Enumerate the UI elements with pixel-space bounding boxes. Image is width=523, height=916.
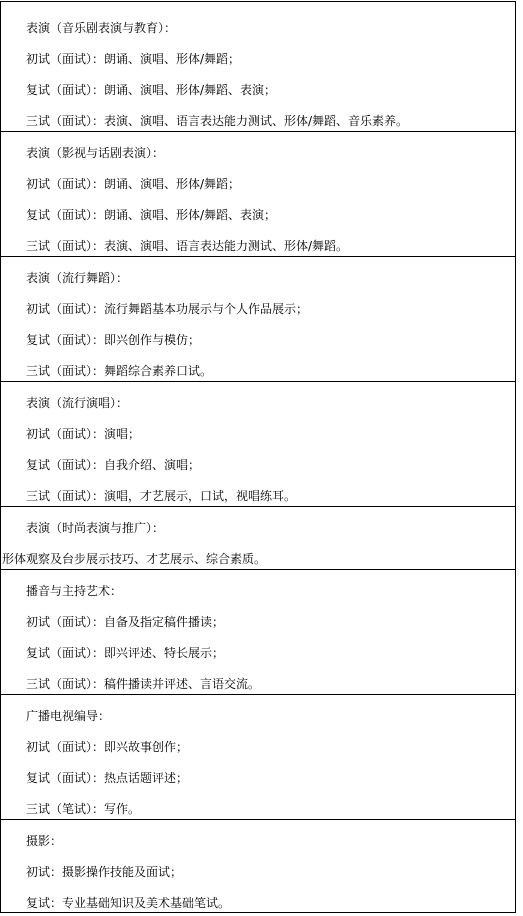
exam-line: 复试：专业基础知识及美术基础笔试。 <box>26 896 231 910</box>
exam-line: 复试（面试）：自我介绍、演唱； <box>26 458 201 472</box>
section-musical-performance <box>0 2 516 132</box>
exam-line: 初试（面试）：自备及指定稿件播读； <box>26 615 225 629</box>
exam-line: 复试（面试）：即兴创作与模仿； <box>26 333 201 347</box>
section-film-drama-performance <box>0 132 516 257</box>
exam-line: 复试（面试）：朗诵、演唱、形体/舞蹈、表演； <box>26 83 277 97</box>
section-broadcasting-hosting <box>0 570 516 695</box>
exam-requirements-table <box>0 1 516 913</box>
exam-line: 三试（面试）：表演、演唱、语言表达能力测试、形体/舞蹈、音乐素养。 <box>26 114 409 128</box>
section-title: 表演（音乐剧表演与教育）： <box>26 21 177 35</box>
exam-line: 初试（面试）：朗诵、演唱、形体/舞蹈； <box>26 52 241 66</box>
section-title: 表演（时尚表演与推广）： <box>26 521 165 535</box>
exam-line: 复试（面试）：即兴评述、特长展示； <box>26 646 225 660</box>
section-title: 摄影： <box>26 834 63 848</box>
exam-line: 初试（面试）：演唱； <box>26 427 141 441</box>
section-title: 表演（影视与话剧表演）： <box>26 146 165 160</box>
section-fashion-performance <box>0 507 516 570</box>
exam-line: 复试（面试）：热点话题评述； <box>26 771 189 785</box>
section-broadcast-tv-directing <box>0 695 516 820</box>
section-pop-dance <box>0 257 516 382</box>
exam-line: 三试（笔试）：写作。 <box>26 802 141 816</box>
exam-line: 初试（面试）：朗诵、演唱、形体/舞蹈； <box>26 177 241 191</box>
exam-line: 形体观察及台步展示技巧、才艺展示、综合素质。 <box>2 552 267 566</box>
section-title: 表演（流行舞蹈）： <box>26 271 129 285</box>
exam-line: 三试（面试）：稿件播读并评述、言语交流。 <box>26 677 261 691</box>
section-pop-singing <box>0 382 516 507</box>
section-title: 表演（流行演唱）： <box>26 396 129 410</box>
exam-line: 三试（面试）：演唱，才艺展示，口试，视唱练耳。 <box>26 489 297 503</box>
section-title: 广播电视编导： <box>26 709 111 723</box>
exam-line: 初试：摄影操作技能及面试； <box>26 865 183 879</box>
exam-line: 三试（面试）：表演、演唱、语言表达能力测试、形体/舞蹈。 <box>26 239 349 253</box>
exam-line: 初试（面试）：流行舞蹈基本功展示与个人作品展示； <box>26 302 309 316</box>
exam-line: 复试（面试）：朗诵、演唱、形体/舞蹈、表演； <box>26 208 277 222</box>
exam-line: 三试（面试）：舞蹈综合素养口试。 <box>26 364 213 378</box>
exam-line: 初试（面试）：即兴故事创作； <box>26 740 189 754</box>
section-photography <box>0 820 516 913</box>
section-title: 播音与主持艺术： <box>26 584 123 598</box>
